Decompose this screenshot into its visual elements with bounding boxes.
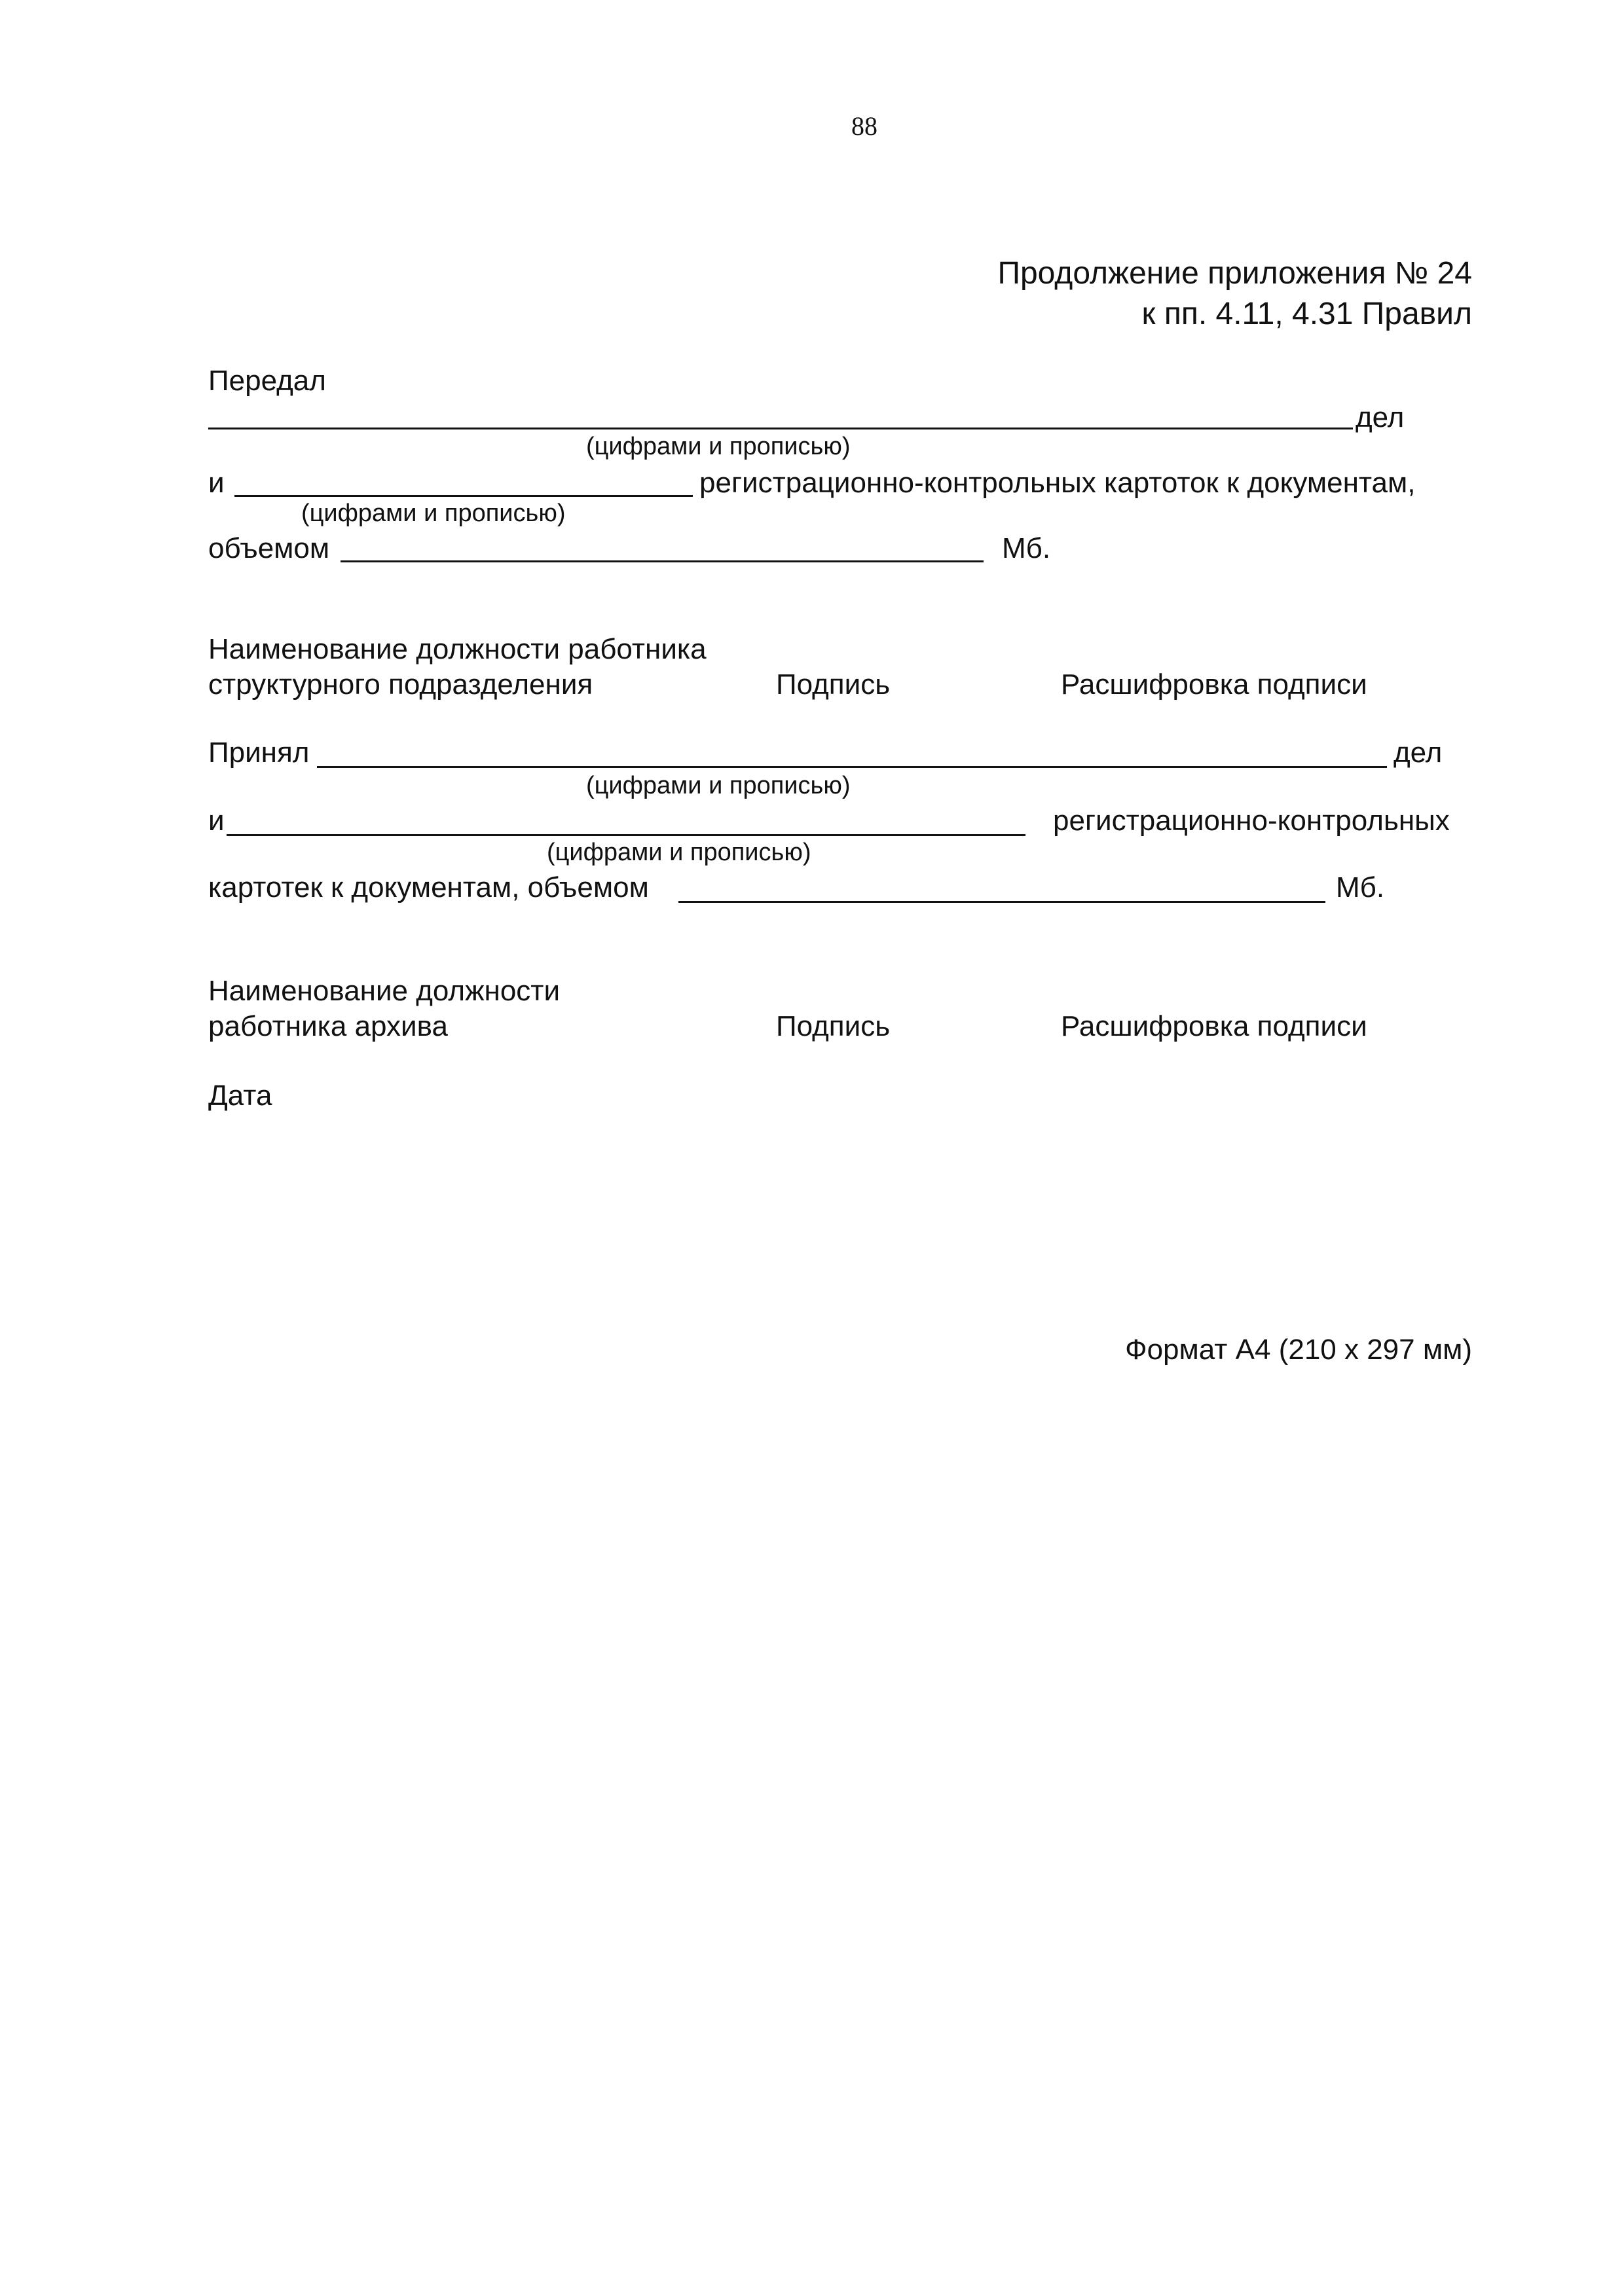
accepted-cases-note: (цифрами и прописью) <box>586 772 851 799</box>
transfer-cases-field[interactable] <box>208 428 1353 429</box>
accepted-cards-field[interactable] <box>227 834 1025 836</box>
position-title-line2: структурного подразделения <box>208 668 593 701</box>
transfer-volume-field[interactable] <box>341 560 984 562</box>
transfer-cards-text: регистрационно-контрольных картоток к документам, <box>699 467 1416 499</box>
accepted-volume-field[interactable] <box>678 901 1325 903</box>
accepted-volume-label: картотек к документам, объемом <box>208 871 649 903</box>
accepted-cards-note: (цифрами и прописью) <box>547 839 811 866</box>
transfer-mb-label: Мб. <box>1002 532 1051 564</box>
page-number: 88 <box>851 111 877 141</box>
accepted-cases-field[interactable] <box>317 766 1387 768</box>
date-label: Дата <box>208 1080 272 1112</box>
transfer-cases-suffix: дел <box>1356 401 1405 433</box>
signature-decoding-label: Расшифровка подписи <box>1061 668 1367 701</box>
archive-position-line1: Наименование должности <box>208 975 561 1007</box>
accepted-cards-text: регистрационно-контрольных <box>1053 805 1450 837</box>
appendix-title: Продолжение приложения № 24 <box>997 256 1472 291</box>
accepted-label: Принял <box>208 737 310 769</box>
signature-label: Подпись <box>776 668 891 701</box>
accepted-cases-suffix: дел <box>1393 737 1443 769</box>
transfer-cases-note: (цифрами и прописью) <box>586 433 851 460</box>
transfer-and-label: и <box>208 467 225 499</box>
archive-signature-label: Подпись <box>776 1010 891 1042</box>
archive-position-line2: работника архива <box>208 1010 448 1042</box>
accepted-and-label: и <box>208 805 225 837</box>
transfer-cards-note: (цифрами и прописью) <box>301 500 566 527</box>
transfer-volume-label: объемом <box>208 532 330 564</box>
transferred-label: Передал <box>208 365 326 397</box>
transfer-cards-field[interactable] <box>234 495 693 497</box>
position-title-line1: Наименование должности работника <box>208 633 707 665</box>
accepted-mb-label: Мб. <box>1336 871 1385 903</box>
appendix-reference: к пп. 4.11, 4.31 Правил <box>1141 297 1472 331</box>
archive-signature-decoding-label: Расшифровка подписи <box>1061 1010 1367 1042</box>
format-note: Формат А4 (210 х 297 мм) <box>1125 1334 1472 1366</box>
